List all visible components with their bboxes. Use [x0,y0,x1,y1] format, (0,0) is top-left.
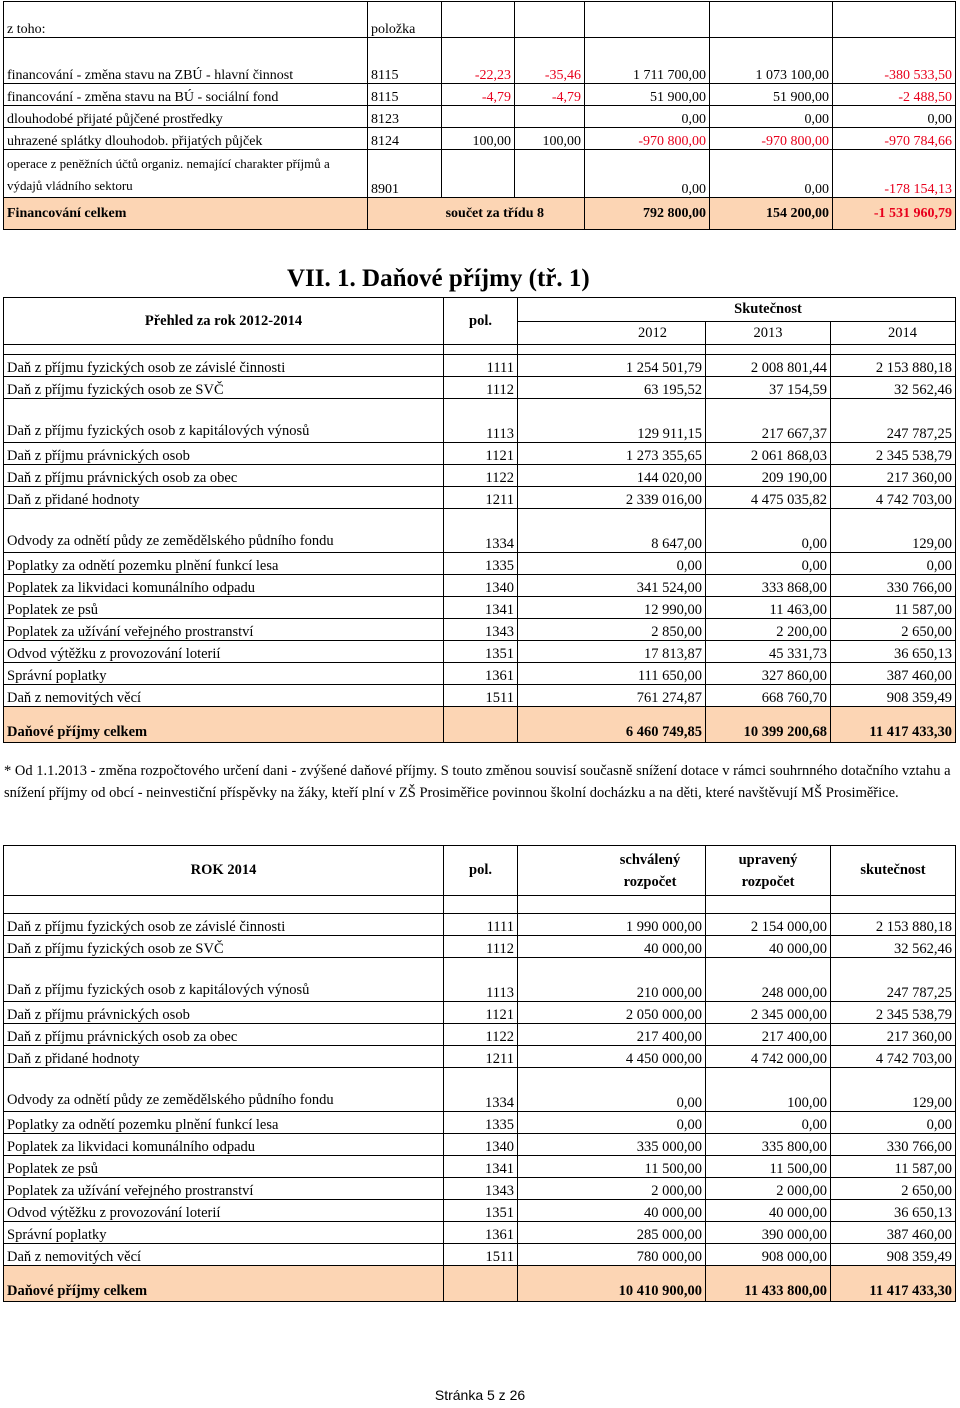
row-value: 668 760,70 [706,685,831,707]
total-value: 792 800,00 [585,198,710,230]
row-value: 327 860,00 [706,663,831,685]
row-value: 285 000,00 [518,1222,706,1244]
row-value: 129,00 [831,509,956,553]
row-value: 0,00 [518,1112,706,1134]
row-value: 217 400,00 [518,1024,706,1046]
overview-section [3,297,956,743]
table-row [4,685,956,707]
row-value: 32 562,46 [831,377,956,399]
row-value: 100,00 [706,1068,831,1112]
total-value: 11 433 800,00 [706,1266,831,1302]
row-pol: 1511 [444,1244,518,1266]
row-value: 2 154 000,00 [706,914,831,936]
row-value: 1 254 501,79 [518,355,706,377]
row-label: Poplatek za likvidaci komunálního odpadu [4,575,444,597]
overview-table [3,297,956,743]
row-value: 0,00 [585,150,710,198]
row-label: Odvod výtěžku z provozování loterií [4,641,444,663]
row-value [515,150,585,198]
row-label: Daň z příjmu právnických osob [4,443,444,465]
overview-total-row [4,707,956,743]
row-label: operace z peněžních účtů organiz. nemající charakter příjmů a výdajů vládního sektoru [4,150,368,198]
row-label: Daň z příjmu fyzických osob ze SVČ [4,377,444,399]
row-label: Správní poplatky [4,1222,444,1244]
row-label: Daň z příjmu právnických osob za obec [4,1024,444,1046]
row-value: 908 000,00 [706,1244,831,1266]
row-pol: 1361 [444,663,518,685]
table-row [4,1046,956,1068]
row-value: 0,00 [585,106,710,128]
row-pol: 1335 [444,553,518,575]
row-pol: 1341 [444,597,518,619]
financing-section [3,1,956,230]
financing-table [3,1,956,230]
table-row [4,663,956,685]
table-row [4,509,956,553]
table-row [4,150,956,198]
year-2014-pol-header: pol. [444,846,518,896]
row-pol: 8124 [368,128,442,150]
row-label: Daň z nemovitých věcí [4,1244,444,1266]
row-value: 1 273 355,65 [518,443,706,465]
row-label: Poplatek ze psů [4,1156,444,1178]
row-label: Poplatek za užívání veřejného prostranství [4,1178,444,1200]
row-value: 0,00 [518,1068,706,1112]
table-row [4,106,956,128]
row-pol: 1335 [444,1112,518,1134]
row-value: 335 800,00 [706,1134,831,1156]
total-value: 11 417 433,30 [831,707,956,743]
year-2014-title: ROK 2014 [4,846,444,896]
table-row [4,38,956,84]
row-value: 12 990,00 [518,597,706,619]
table-row [4,465,956,487]
row-value: 247 787,25 [831,399,956,443]
row-pol: 1334 [444,509,518,553]
row-value: 248 000,00 [706,958,831,1002]
row-pol: 8901 [368,150,442,198]
table-row [4,914,956,936]
financing-header-row [4,2,956,38]
row-pol: 1121 [444,443,518,465]
total-label: Daňové příjmy celkem [4,707,444,743]
row-label: Daň z příjmu fyzických osob z kapitálových výnosů [4,958,444,1002]
total-value: -1 531 960,79 [833,198,956,230]
row-label: Daň z příjmu fyzických osob ze SVČ [4,936,444,958]
row-value: 144 020,00 [518,465,706,487]
row-value: 1 073 100,00 [710,38,833,84]
row-pol: 1343 [444,619,518,641]
row-pol: 1361 [444,1222,518,1244]
row-pol: 1112 [444,936,518,958]
year-header: 2013 [706,322,831,345]
total-value: 154 200,00 [710,198,833,230]
row-value: 908 359,49 [831,685,956,707]
row-value: -970 800,00 [585,128,710,150]
row-value: 100,00 [442,128,515,150]
overview-title: Přehled za rok 2012-2014 [4,298,444,345]
row-value: 0,00 [706,509,831,553]
row-pol: 1511 [444,685,518,707]
footnote: * Od 1.1.2013 - změna rozpočtového určení dani - zvýšené daňové příjmy. S touto změnou souvisí současně snížení dotace v rámci souhrnného dotačního vztahu a snížení příjmy od obcí - neinvestiční příspěvky na žáky, kteří plní v ZŠ Prosiměřice povinnou školní docházku a na děti, které navštěvují MŠ Prosiměřice. [4,763,951,801]
table-row [4,619,956,641]
row-value: 11 587,00 [831,597,956,619]
row-value: 45 331,73 [706,641,831,663]
table-row [4,1024,956,1046]
row-value: 908 359,49 [831,1244,956,1266]
row-value: 330 766,00 [831,1134,956,1156]
row-value: 11 587,00 [831,1156,956,1178]
table-row [4,1200,956,1222]
row-value: 63 195,52 [518,377,706,399]
adjusted-budget-header: upravený rozpočet [706,846,831,896]
row-value: 0,00 [710,150,833,198]
table-row [4,1156,956,1178]
row-value: 330 766,00 [831,575,956,597]
row-pol: 1113 [444,958,518,1002]
row-value: 8 647,00 [518,509,706,553]
row-pol: 1334 [444,1068,518,1112]
row-pol: 1340 [444,1134,518,1156]
row-value: 210 000,00 [518,958,706,1002]
row-pol: 1122 [444,465,518,487]
row-value: 1 711 700,00 [585,38,710,84]
row-pol: 1113 [444,399,518,443]
approved-budget-header: schválený rozpočet [518,846,706,896]
row-pol: 1211 [444,487,518,509]
row-value [442,106,515,128]
row-value: 761 274,87 [518,685,706,707]
row-value: 36 650,13 [831,641,956,663]
row-label: Daň z přidané hodnoty [4,487,444,509]
row-pol: 1112 [444,377,518,399]
row-value: 51 900,00 [710,84,833,106]
row-value: 0,00 [710,106,833,128]
row-value: 0,00 [706,1112,831,1134]
row-pol: 8115 [368,38,442,84]
row-value: 2 153 880,18 [831,914,956,936]
row-value: 2 153 880,18 [831,355,956,377]
row-value: 32 562,46 [831,936,956,958]
year-2014-table [3,845,956,1302]
row-pol: 1341 [444,1156,518,1178]
row-value: 341 524,00 [518,575,706,597]
total-value: 10 410 900,00 [518,1266,706,1302]
row-value: 0,00 [706,553,831,575]
row-value: 40 000,00 [706,936,831,958]
row-value: 2 345 538,79 [831,1002,956,1024]
row-label: Poplatky za odnětí pozemku plnění funkcí lesa [4,1112,444,1134]
table-row [4,377,956,399]
row-value: 2 650,00 [831,619,956,641]
table-row [4,1178,956,1200]
row-value: 129,00 [831,1068,956,1112]
row-value: 2 200,00 [706,619,831,641]
row-label: financování - změna stavu na ZBÚ - hlavní činnost [4,38,368,84]
row-value: 2 000,00 [706,1178,831,1200]
financing-header-label: z toho: [4,2,368,38]
financing-total-row [4,198,956,230]
row-value: 51 900,00 [585,84,710,106]
total-pol: součet za třídu 8 [368,198,585,230]
table-row [4,597,956,619]
table-row [4,487,956,509]
row-value: 11 500,00 [706,1156,831,1178]
row-value: 37 154,59 [706,377,831,399]
row-value: -35,46 [515,38,585,84]
overview-header-row [4,298,956,322]
row-value: 11 463,00 [706,597,831,619]
row-value: 100,00 [515,128,585,150]
row-label: uhrazené splátky dlouhodob. přijatých půjček [4,128,368,150]
row-value: 2 008 801,44 [706,355,831,377]
table-row [4,1002,956,1024]
row-value: 780 000,00 [518,1244,706,1266]
row-value: 4 475 035,82 [706,487,831,509]
row-pol: 1111 [444,914,518,936]
table-row [4,575,956,597]
actual-header: skutečnost [831,846,956,896]
row-value: -380 533,50 [833,38,956,84]
table-row [4,84,956,106]
total-value: 10 399 200,68 [706,707,831,743]
table-row [4,1222,956,1244]
row-value: 1 990 000,00 [518,914,706,936]
financing-header-pol: položka [368,2,442,38]
year-header: 2012 [518,322,706,345]
row-value: 0,00 [831,553,956,575]
overview-group-header: Skutečnost [706,298,831,322]
row-value: 333 868,00 [706,575,831,597]
table-row [4,443,956,465]
row-label: Daň z příjmu fyzických osob ze závislé činnosti [4,914,444,936]
row-value: 2 345 000,00 [706,1002,831,1024]
row-label: Daň z přidané hodnoty [4,1046,444,1068]
row-value: 2 339 016,00 [518,487,706,509]
row-label: Daň z příjmu fyzických osob ze závislé činnosti [4,355,444,377]
row-label: Daň z příjmu právnických osob za obec [4,465,444,487]
row-label: financování - změna stavu na BÚ - sociální fond [4,84,368,106]
row-pol: 1121 [444,1002,518,1024]
row-value [515,106,585,128]
row-pol: 1211 [444,1046,518,1068]
table-row [4,641,956,663]
total-label: Financování celkem [4,198,368,230]
row-value: -970 800,00 [710,128,833,150]
table-row [4,553,956,575]
row-value: 17 813,87 [518,641,706,663]
row-value: 0,00 [831,1112,956,1134]
row-value: 335 000,00 [518,1134,706,1156]
row-pol: 1351 [444,1200,518,1222]
row-label: Správní poplatky [4,663,444,685]
row-value: 36 650,13 [831,1200,956,1222]
row-value: 387 460,00 [831,1222,956,1244]
row-value: -970 784,66 [833,128,956,150]
row-label: dlouhodobé přijaté půjčené prostředky [4,106,368,128]
row-value: -4,79 [442,84,515,106]
row-value: 387 460,00 [831,663,956,685]
row-value: 4 742 000,00 [706,1046,831,1068]
total-value: 6 460 749,85 [518,707,706,743]
row-value: 11 500,00 [518,1156,706,1178]
row-label: Daň z nemovitých věcí [4,685,444,707]
row-value: 129 911,15 [518,399,706,443]
row-value: 4 742 703,00 [831,1046,956,1068]
row-value: 390 000,00 [706,1222,831,1244]
table-row [4,128,956,150]
table-row [4,1244,956,1266]
table-row [4,936,956,958]
table-row [4,1112,956,1134]
row-pol: 1351 [444,641,518,663]
row-pol: 8123 [368,106,442,128]
section-heading: VII. 1. Daňové příjmy (tř. 1) [287,265,590,292]
table-row [4,355,956,377]
row-label: Odvody za odnětí půdy ze zemědělského půdního fondu [4,509,444,553]
row-pol: 1111 [444,355,518,377]
row-pol: 1343 [444,1178,518,1200]
row-label: Poplatek ze psů [4,597,444,619]
row-label: Daň z příjmu právnických osob [4,1002,444,1024]
table-row [4,1134,956,1156]
row-value: 4 742 703,00 [831,487,956,509]
row-value: 2 345 538,79 [831,443,956,465]
row-value: 4 450 000,00 [518,1046,706,1068]
row-value: 217 360,00 [831,465,956,487]
row-value [442,150,515,198]
row-value: 2 650,00 [831,1178,956,1200]
row-value: 2 061 868,03 [706,443,831,465]
overview-pol-header: pol. [444,298,518,345]
row-label: Poplatek za užívání veřejného prostranství [4,619,444,641]
year-header: 2014 [831,322,956,345]
row-value: -4,79 [515,84,585,106]
row-value: 209 190,00 [706,465,831,487]
row-value: 217 360,00 [831,1024,956,1046]
page-number: Stránka 5 z 26 [434,1387,526,1403]
row-value: -2 488,50 [833,84,956,106]
row-pol: 1340 [444,575,518,597]
row-label: Poplatek za likvidaci komunálního odpadu [4,1134,444,1156]
year-2014-total-row [4,1266,956,1302]
row-value: 40 000,00 [706,1200,831,1222]
row-value: 40 000,00 [518,936,706,958]
row-value: -22,23 [442,38,515,84]
row-value: 2 050 000,00 [518,1002,706,1024]
row-value: 40 000,00 [518,1200,706,1222]
table-row [4,1068,956,1112]
row-value: 247 787,25 [831,958,956,1002]
row-label: Odvody za odnětí půdy ze zemědělského půdního fondu [4,1068,444,1112]
row-pol: 1122 [444,1024,518,1046]
table-row [4,399,956,443]
row-value: 217 667,37 [706,399,831,443]
row-pol: 8115 [368,84,442,106]
row-value: 217 400,00 [706,1024,831,1046]
total-label: Daňové příjmy celkem [4,1266,444,1302]
row-value: 0,00 [518,553,706,575]
row-value: 111 650,00 [518,663,706,685]
row-value: 0,00 [833,106,956,128]
row-label: Daň z příjmu fyzických osob z kapitálových výnosů [4,399,444,443]
row-value: 2 000,00 [518,1178,706,1200]
year-2014-header-row [4,846,956,896]
row-value: 2 850,00 [518,619,706,641]
year-2014-section [3,845,956,1302]
row-value: -178 154,13 [833,150,956,198]
row-label: Odvod výtěžku z provozování loterií [4,1200,444,1222]
row-label: Poplatky za odnětí pozemku plnění funkcí lesa [4,553,444,575]
table-row [4,958,956,1002]
total-value: 11 417 433,30 [831,1266,956,1302]
